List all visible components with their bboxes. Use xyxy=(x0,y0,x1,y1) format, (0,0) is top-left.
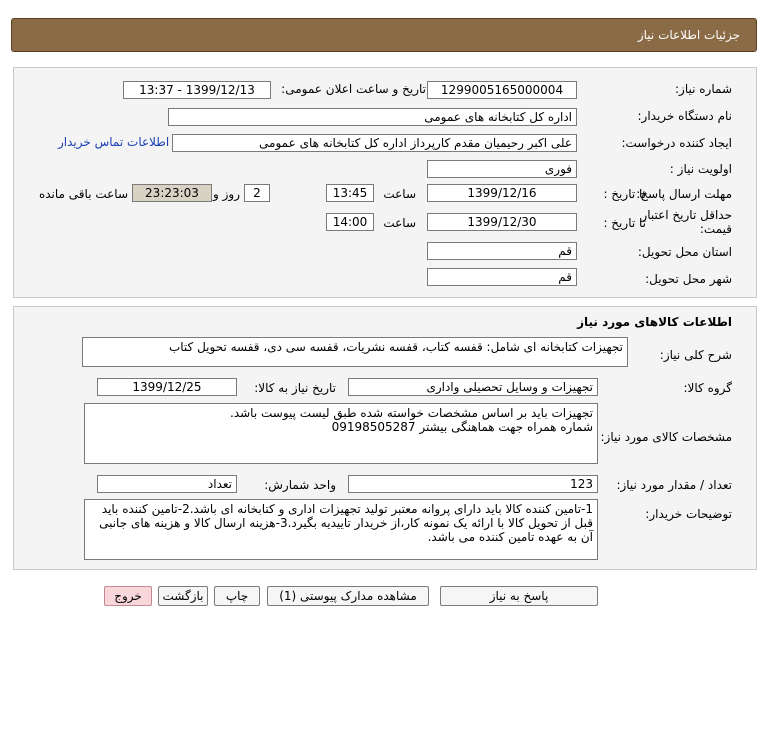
page-title: جزئیات اطلاعات نیاز xyxy=(637,28,740,42)
need-date-label: تاریخ نیاز به کالا: xyxy=(254,381,336,395)
validity-date-field: 1399/12/30 xyxy=(427,213,577,231)
price-validity-label-2: قیمت: xyxy=(699,222,732,236)
unit-label: واحد شمارش: xyxy=(264,478,336,492)
summary-field: تجهیزات کتابخانه ای شامل: قفسه کتاب، قفسه نشریات، قفسه سی دی، قفسه تحویل کتاب xyxy=(82,337,628,367)
reply-deadline-label: مهلت ارسال پاسخ: xyxy=(636,187,732,201)
qty-label: تعداد / مقدار مورد نیاز: xyxy=(616,478,732,492)
exit-button[interactable]: خروج xyxy=(104,586,152,606)
back-button[interactable]: بازگشت xyxy=(158,586,208,606)
unit-field: تعداد xyxy=(97,475,237,493)
days-label: روز و xyxy=(213,187,240,201)
reply-date-field: 1399/12/16 xyxy=(427,184,577,202)
price-validity-label: حداقل تاریخ اعتبار xyxy=(641,208,732,222)
creator-label: ایجاد کننده درخواست: xyxy=(621,136,732,150)
creator-field: علی اکبر رحیمیان مقدم کارپرداز اداره کل کتابخانه های عمومی xyxy=(172,134,577,152)
city-field: قم xyxy=(427,268,577,286)
priority-field: فوری xyxy=(427,160,577,178)
province-label: استان محل تحویل: xyxy=(637,245,732,259)
need-number-label: شماره نیاز: xyxy=(675,82,732,96)
buyer-contact-link[interactable]: اطلاعات تماس خریدار xyxy=(58,135,170,149)
validity-time-field: 14:00 xyxy=(326,213,374,231)
remaining-label: ساعت باقی مانده xyxy=(38,187,128,201)
validity-to-date-label: تا تاریخ : xyxy=(603,216,646,230)
summary-label: شرح کلی نیاز: xyxy=(659,348,732,362)
specs-line-1: تجهیزات باید بر اساس مشخصات خواسته شده طبق لیست پیوست باشد. xyxy=(230,406,593,420)
buyer-notes-label: توضیحات خریدار: xyxy=(645,507,732,521)
buyer-org-field: اداره کل کتابخانه های عمومی xyxy=(168,108,577,126)
buyer-org-label: نام دستگاه خریدار: xyxy=(637,109,732,123)
goods-group-field: تجهیزات و وسایل تحصیلی واداری xyxy=(348,378,598,396)
announce-label: تاریخ و ساعت اعلان عمومی: xyxy=(281,82,426,96)
view-attachments-button[interactable]: مشاهده مدارک پیوستی (1) xyxy=(267,586,429,606)
goods-group-label: گروه کالا: xyxy=(683,381,732,395)
need-info-panel xyxy=(13,67,757,298)
priority-label: اولویت نیاز : xyxy=(669,162,732,176)
need-date-field: 1399/12/25 xyxy=(97,378,237,396)
remaining-time-field: 23:23:03 xyxy=(132,184,212,202)
announce-field: 1399/12/13 - 13:37 xyxy=(123,81,271,99)
province-field: قم xyxy=(427,242,577,260)
validity-time-label: ساعت xyxy=(383,216,416,230)
reply-to-date-label: تا تاریخ : xyxy=(603,187,646,201)
reply-time-label: ساعت xyxy=(383,187,416,201)
reply-time-field: 13:45 xyxy=(326,184,374,202)
qty-field: 123 xyxy=(348,475,598,493)
specs-line-2: شماره همراه جهت هماهنگی بیشتر 09198505287 xyxy=(331,420,593,434)
specs-label: مشخصات کالای مورد نیاز: xyxy=(600,430,732,444)
print-button[interactable]: چاپ xyxy=(214,586,260,606)
buyer-notes-field: 1-تامین کننده کالا باید دارای پروانه معتبر تولید تجهیزات اداری و کتابخانه ای باشد.2-تامین کننده باید قبل از تحویل کالا با ارائه یک نمونه کار،از خریدار تاییدیه بگیرد.3-هزینه ارسال کالا و هزینه های جانبی آن به عهده تامین کننده می باشد. xyxy=(84,499,598,560)
goods-section-title: اطلاعات کالاهای مورد نیاز xyxy=(577,315,732,329)
specs-field xyxy=(84,403,598,464)
days-field: 2 xyxy=(244,184,270,202)
need-number-field: 1299005165000004 xyxy=(427,81,577,99)
reply-button[interactable]: پاسخ به نیاز xyxy=(440,586,598,606)
page-header xyxy=(11,18,757,52)
city-label: شهر محل تحویل: xyxy=(645,272,732,286)
